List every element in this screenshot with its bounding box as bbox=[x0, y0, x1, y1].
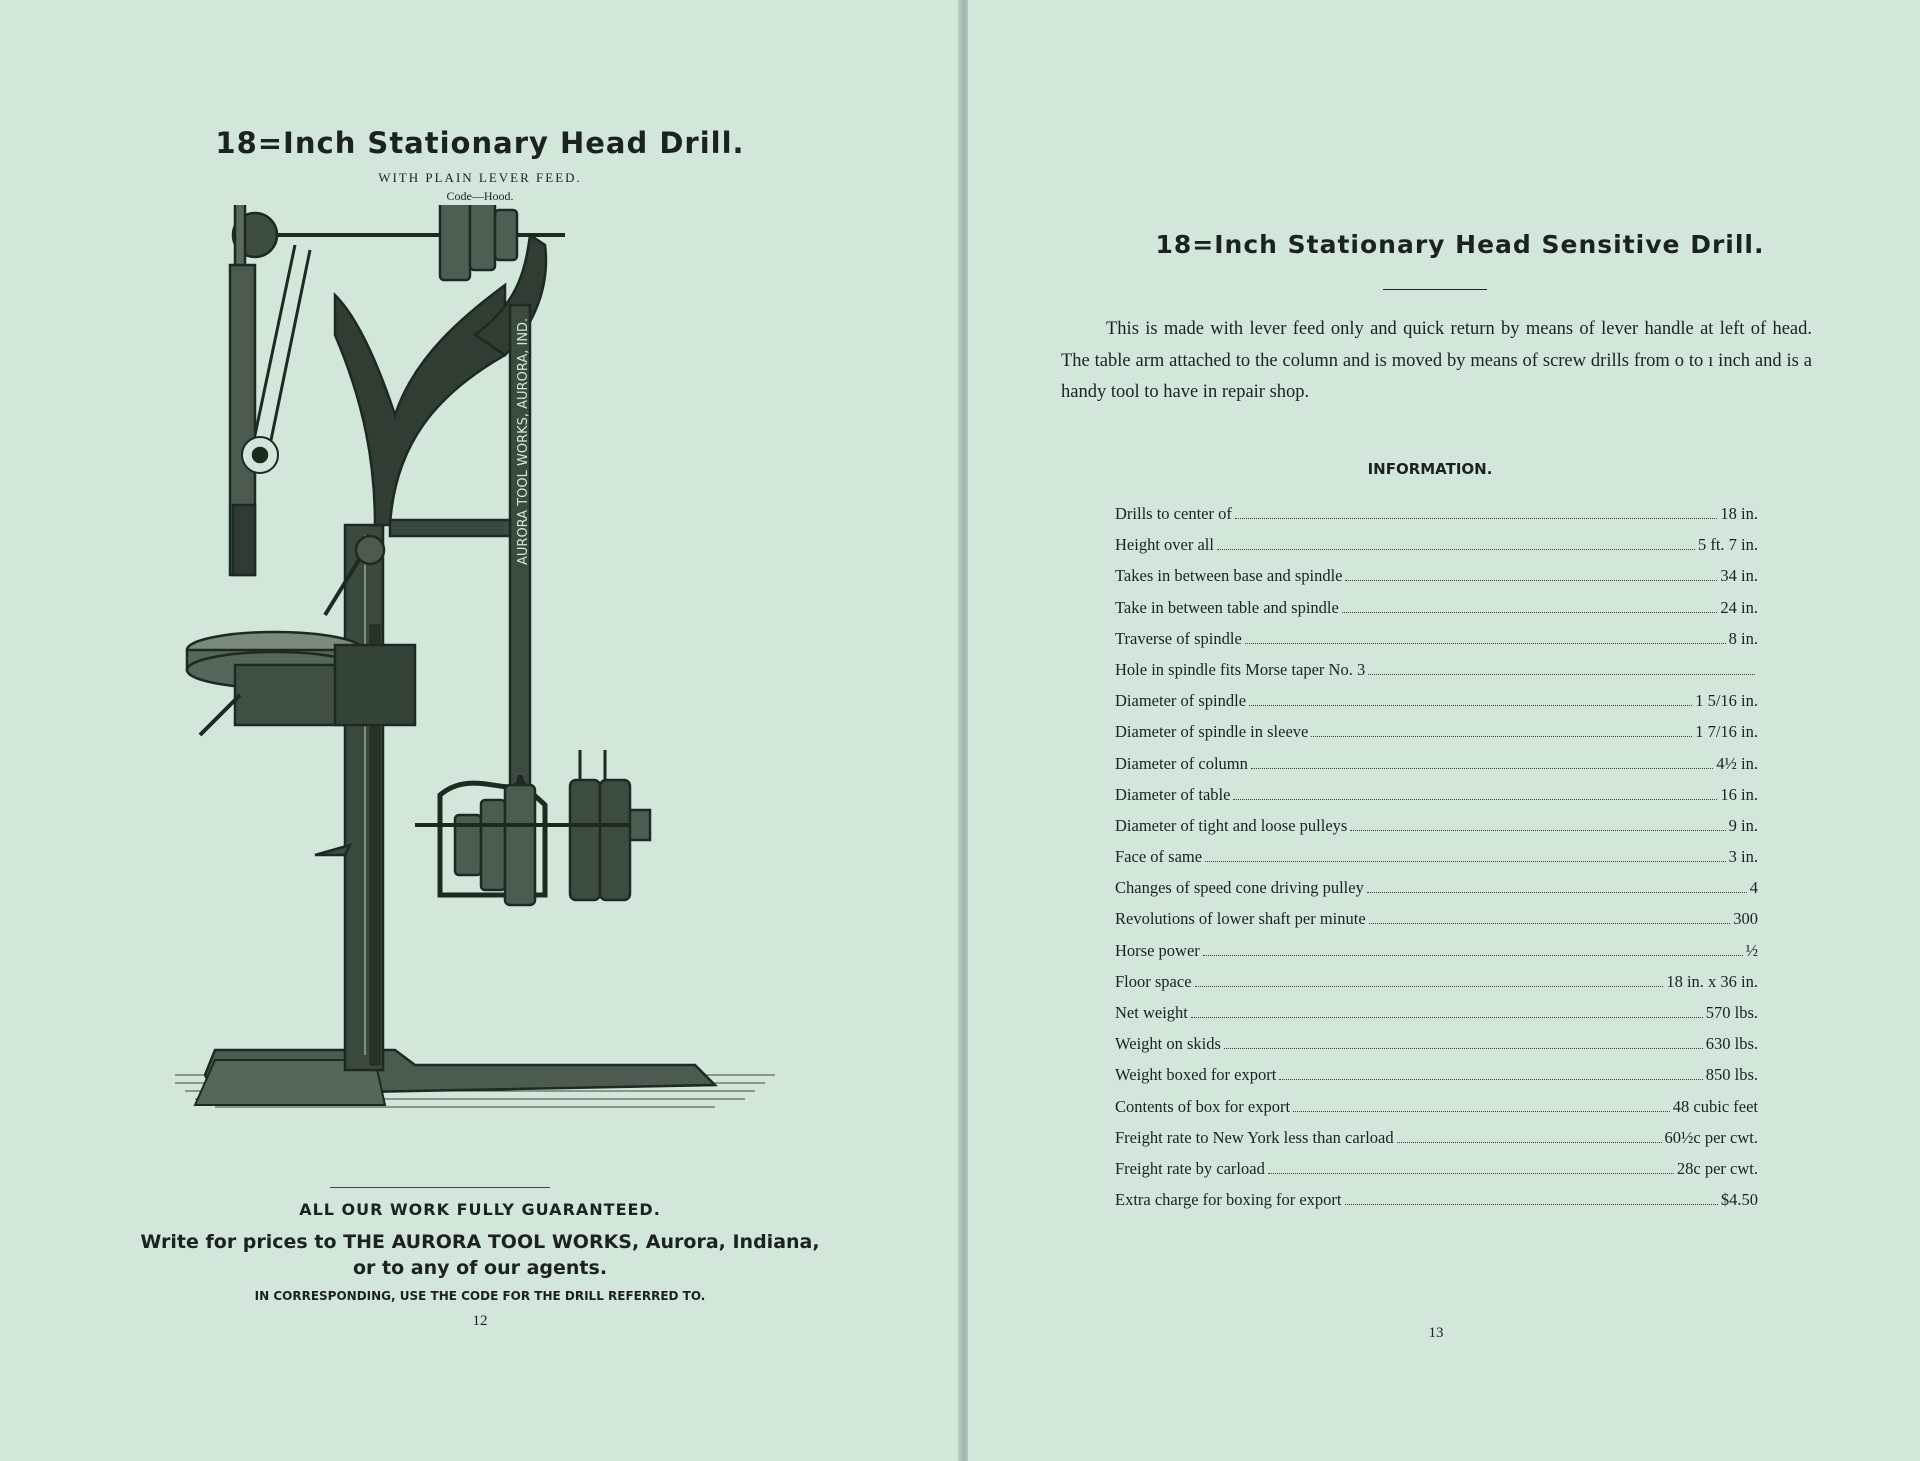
spec-value: 3 in. bbox=[1728, 847, 1758, 867]
spec-label: Freight rate by carload bbox=[1115, 1158, 1265, 1178]
spec-value: 850 lbs. bbox=[1705, 1065, 1758, 1085]
spec-value: $4.50 bbox=[1720, 1190, 1758, 1210]
spec-value: 16 in. bbox=[1720, 784, 1758, 804]
spec-row bbox=[1115, 785, 1758, 816]
spec-row bbox=[1115, 1159, 1758, 1190]
contact-line-1: Write for prices to THE AURORA TOOL WORKS, Aurora, Indiana, bbox=[140, 1231, 820, 1253]
spec-row bbox=[1115, 878, 1758, 909]
spec-row bbox=[1115, 1003, 1758, 1034]
spec-value: 9 in. bbox=[1728, 815, 1758, 835]
spec-row bbox=[1115, 941, 1758, 972]
drill-press-illustration bbox=[175, 205, 795, 1155]
spec-value: 18 in. x 36 in. bbox=[1666, 971, 1758, 991]
tight-loose-pulleys bbox=[570, 780, 630, 900]
dot-leader bbox=[1279, 1079, 1702, 1080]
dot-leader bbox=[1203, 955, 1743, 956]
spec-label: Diameter of spindle bbox=[1115, 691, 1247, 711]
dot-leader bbox=[1235, 518, 1718, 519]
spec-label: Face of same bbox=[1115, 847, 1203, 867]
dot-leader bbox=[1342, 612, 1718, 613]
spec-label: Drills to center of bbox=[1115, 504, 1232, 523]
column-lettering: AURORA TOOL WORKS, AURORA, IND. bbox=[516, 317, 531, 565]
spec-row bbox=[1115, 847, 1758, 878]
spec-row bbox=[1115, 722, 1758, 753]
spec-label: Weight boxed for export bbox=[1115, 1065, 1277, 1085]
guarantee-text: ALL OUR WORK FULLY GUARANTEED. bbox=[299, 1200, 661, 1219]
title-divider bbox=[1383, 289, 1487, 290]
spec-label: Extra charge for boxing for export bbox=[1115, 1190, 1342, 1210]
page-number-left: 12 bbox=[472, 1313, 488, 1329]
spec-label: Traverse of spindle bbox=[1115, 628, 1242, 648]
spec-row bbox=[1115, 1190, 1758, 1221]
contact-text bbox=[80, 1229, 880, 1281]
contact-line-2: or to any of our agents. bbox=[352, 1257, 608, 1279]
dot-leader bbox=[1368, 674, 1755, 675]
spec-label: Takes in between base and spindle bbox=[1115, 566, 1343, 586]
spec-label: Hole in spindle fits Morse taper No. 3 bbox=[1115, 659, 1366, 679]
spec-row bbox=[1115, 598, 1758, 629]
dot-leader bbox=[1293, 1111, 1670, 1112]
corresponding-note: IN CORRESPONDING, USE THE CODE FOR THE DRILL REFERRED TO. bbox=[254, 1289, 706, 1303]
spec-label: Diameter of column bbox=[1115, 753, 1248, 773]
spec-label: Changes of speed cone driving pulley bbox=[1115, 878, 1364, 898]
spec-label: Diameter of spindle in sleeve bbox=[1115, 722, 1309, 742]
spec-row bbox=[1115, 566, 1758, 597]
dot-leader bbox=[1191, 1017, 1703, 1018]
dot-leader bbox=[1268, 1173, 1674, 1174]
spec-value: 5 ft. 7 in. bbox=[1697, 535, 1758, 555]
information-heading: INFORMATION. bbox=[1367, 460, 1493, 478]
left-page-title: 18=Inch Stationary Head Drill. bbox=[215, 126, 745, 160]
main-frame bbox=[335, 285, 505, 525]
spec-row bbox=[1115, 660, 1758, 691]
spec-value: 1 7/16 in. bbox=[1695, 722, 1758, 742]
spec-value: 28c per cwt. bbox=[1676, 1158, 1758, 1178]
spec-row bbox=[1115, 504, 1758, 535]
spec-value: 34 in. bbox=[1720, 566, 1758, 586]
table-bracket bbox=[335, 645, 415, 725]
spec-label: Weight on skids bbox=[1115, 1034, 1221, 1054]
drill-code: Code—Hood. bbox=[446, 189, 514, 203]
spec-label: Diameter of tight and loose pulleys bbox=[1115, 815, 1348, 835]
guarantee-divider bbox=[330, 1187, 550, 1188]
spec-row bbox=[1115, 972, 1758, 1003]
spec-label: Diameter of table bbox=[1115, 784, 1231, 804]
spec-row bbox=[1115, 909, 1758, 940]
dot-leader bbox=[1217, 549, 1695, 550]
dot-leader bbox=[1195, 986, 1664, 987]
spec-value: 4½ in. bbox=[1716, 753, 1758, 773]
right-page-title: 18=Inch Stationary Head Sensitive Drill. bbox=[1155, 230, 1765, 259]
dot-leader bbox=[1397, 1142, 1662, 1143]
spec-label: Horse power bbox=[1115, 940, 1200, 960]
spec-value: 1 5/16 in. bbox=[1695, 691, 1758, 711]
column-arm bbox=[390, 520, 510, 536]
spec-row bbox=[1115, 1097, 1758, 1128]
spec-value: 630 lbs. bbox=[1705, 1034, 1758, 1054]
dot-leader bbox=[1224, 1048, 1703, 1049]
spec-label: Take in between table and spindle bbox=[1115, 597, 1339, 617]
intro-paragraph: This is made with lever feed only and quick return by means of lever handle at left of head. The table arm attached to the column and is moved by means of screw drills from o to ı inch and is a handy tool to have in repair shop. bbox=[1061, 319, 1812, 402]
spec-row bbox=[1115, 691, 1758, 722]
spec-row bbox=[1115, 816, 1758, 847]
dot-leader bbox=[1245, 643, 1726, 644]
spec-value: ½ bbox=[1745, 940, 1758, 960]
spec-row bbox=[1115, 535, 1758, 566]
spec-row bbox=[1115, 629, 1758, 660]
dot-leader bbox=[1311, 736, 1692, 737]
spec-value: 8 in. bbox=[1728, 628, 1758, 648]
dot-leader bbox=[1367, 892, 1747, 893]
lower-cone-pulley bbox=[455, 785, 535, 905]
spec-label: Freight rate to New York less than carload bbox=[1115, 1127, 1394, 1147]
spec-label: Revolutions of lower shaft per minute bbox=[1115, 909, 1366, 929]
spec-value: 4 bbox=[1749, 878, 1758, 898]
dot-leader bbox=[1205, 861, 1726, 862]
spec-label: Floor space bbox=[1115, 971, 1192, 991]
dot-leader bbox=[1345, 580, 1717, 581]
spec-value: 24 in. bbox=[1720, 597, 1758, 617]
spec-value: 60½c per cwt. bbox=[1664, 1127, 1758, 1147]
spec-row bbox=[1115, 754, 1758, 785]
dot-leader bbox=[1251, 768, 1713, 769]
spec-row bbox=[1115, 1065, 1758, 1096]
spec-label: Net weight bbox=[1115, 1003, 1188, 1022]
dot-leader bbox=[1350, 830, 1725, 831]
spec-label: Height over all bbox=[1115, 535, 1214, 555]
specifications-table bbox=[1115, 504, 1758, 1221]
spec-value: 570 lbs. bbox=[1705, 1003, 1758, 1022]
left-page-subtitle: WITH PLAIN LEVER FEED. bbox=[378, 170, 582, 185]
dot-leader bbox=[1233, 799, 1717, 800]
dot-leader bbox=[1345, 1204, 1718, 1205]
dot-leader bbox=[1249, 705, 1692, 706]
spec-value: 300 bbox=[1733, 909, 1758, 929]
spec-value: 48 cubic feet bbox=[1672, 1096, 1758, 1116]
spec-row bbox=[1115, 1034, 1758, 1065]
spec-value: 18 in. bbox=[1720, 504, 1758, 523]
dot-leader bbox=[1369, 923, 1731, 924]
spec-label: Contents of box for export bbox=[1115, 1096, 1291, 1116]
spec-row bbox=[1115, 1128, 1758, 1159]
top-cone-pulley bbox=[440, 205, 517, 280]
page-number-right: 13 bbox=[1428, 1325, 1444, 1341]
